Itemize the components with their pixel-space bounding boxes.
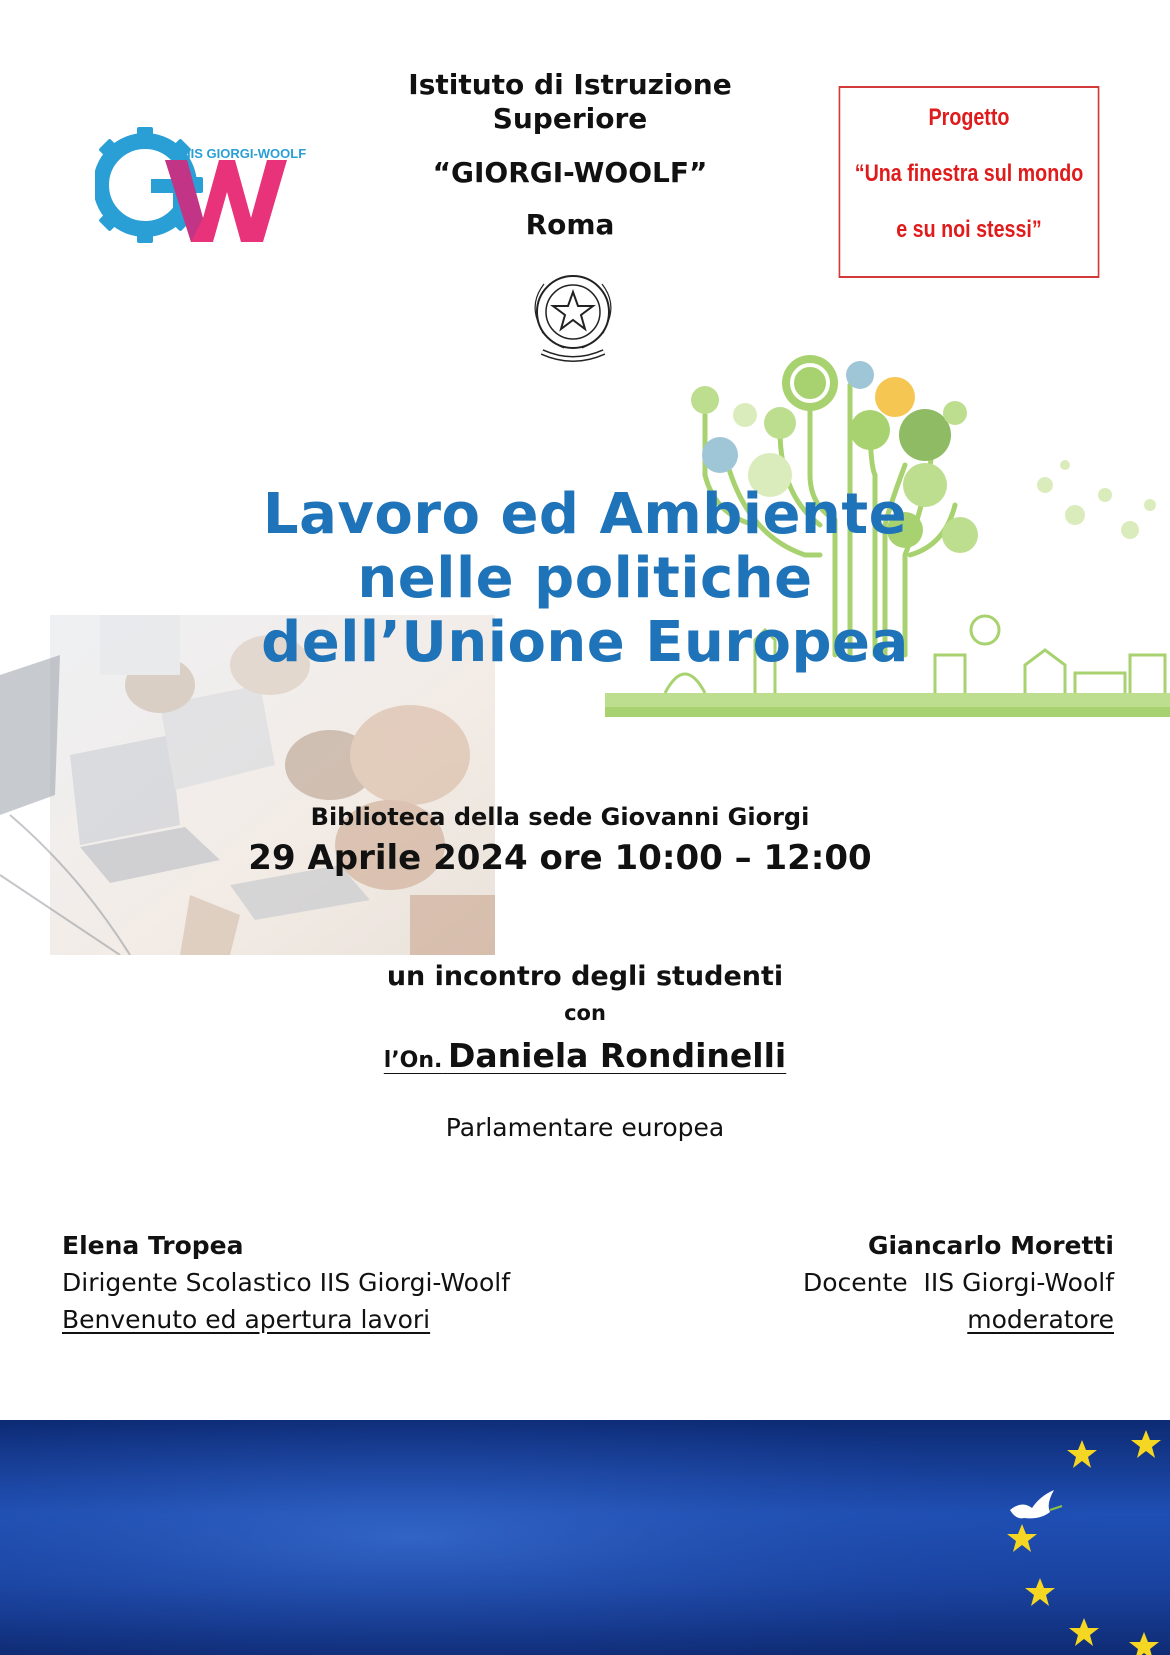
project-title-line2: e su noi stessi” bbox=[896, 216, 1042, 243]
logo-text: IIS GIORGI-WOOLF bbox=[187, 146, 307, 161]
host-task: Benvenuto ed apertura lavori bbox=[62, 1305, 431, 1334]
speaker bbox=[280, 1032, 890, 1086]
speaker-line bbox=[383, 1036, 787, 1075]
school-logo bbox=[95, 120, 305, 250]
host-block bbox=[62, 1227, 622, 1338]
speaker-name: Daniela Rondinelli bbox=[447, 1036, 787, 1075]
moderator-task: moderatore bbox=[967, 1305, 1114, 1334]
institute-header bbox=[330, 68, 810, 242]
host-name: Elena Tropea bbox=[62, 1231, 244, 1260]
moderator-role: Docente IIS Giorgi-Woolf bbox=[802, 1268, 1114, 1297]
event-location: Biblioteca della sede Giovanni Giorgi bbox=[310, 803, 810, 831]
speaker-role: Parlamentare europea bbox=[445, 1113, 725, 1142]
title-line2: nelle politiche bbox=[357, 546, 813, 611]
project-label: Progetto bbox=[928, 104, 1010, 131]
project-box bbox=[839, 86, 1100, 278]
title-line3: dell’Unione Europea bbox=[261, 610, 909, 675]
institute-line2: Superiore bbox=[492, 102, 648, 135]
institute-line1: Istituto di Istruzione bbox=[408, 68, 732, 101]
school-name: “GIORGI-WOOLF” bbox=[432, 156, 708, 189]
event-datetime: 29 Aprile 2024 ore 10:00 – 12:00 bbox=[248, 838, 872, 878]
meeting-with: con bbox=[564, 1001, 606, 1025]
eu-stars-icon bbox=[0, 1420, 1170, 1655]
title-line1: Lavoro ed Ambiente bbox=[262, 482, 908, 547]
meeting-description: un incontro degli studenti bbox=[386, 961, 784, 992]
speaker-honorific: l’On. bbox=[383, 1048, 443, 1073]
moderator-name: Giancarlo Moretti bbox=[867, 1231, 1114, 1260]
italian-emblem bbox=[524, 262, 622, 370]
host-role: Dirigente Scolastico IIS Giorgi-Woolf bbox=[62, 1268, 511, 1297]
gear-logo-icon bbox=[95, 120, 305, 250]
eu-banner bbox=[0, 1420, 1170, 1655]
event-title bbox=[150, 483, 1020, 675]
city-name: Roma bbox=[525, 208, 615, 241]
project-title-line1: “Una finestra sul mondo bbox=[854, 160, 1084, 187]
moderator-block bbox=[640, 1227, 1114, 1338]
